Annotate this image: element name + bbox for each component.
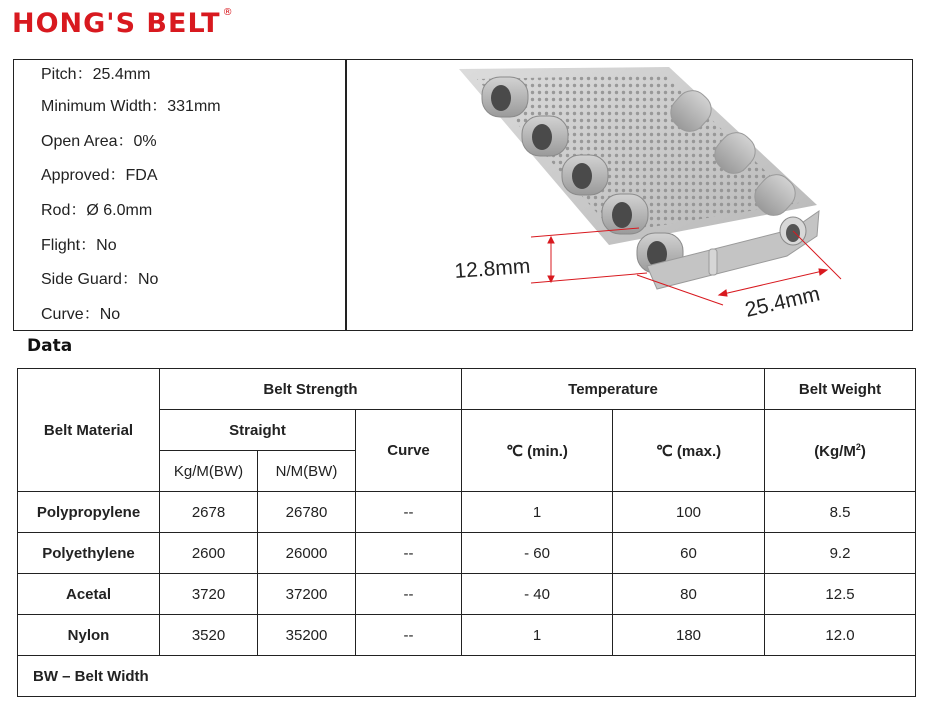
table-row: Nylon 3520 35200 -- 1 180 12.0 (18, 615, 916, 656)
height-dimension-label: 12.8mm (453, 254, 532, 283)
spec-curve: Curve：No (41, 306, 121, 324)
spec-panel (13, 59, 913, 331)
data-heading: Data (27, 336, 73, 356)
header-belt-material: Belt Material (18, 369, 160, 492)
header-weight-unit: $(Kg/M^2)$ (765, 410, 916, 492)
table-row: Polypropylene 2678 26780 -- 1 100 8.5 (18, 492, 916, 533)
table-footnote-row (18, 656, 916, 697)
spec-minimum-width: Minimum Width：331mm (41, 98, 221, 115)
header-temp-min: ℃ (min.) (462, 410, 613, 492)
spec-approved: Approved：FDA (41, 167, 158, 185)
header-belt-strength: Belt Strength (160, 369, 462, 410)
table-row: Acetal 3720 37200 -- - 40 80 12.5 (18, 574, 916, 615)
header-curve: Curve (356, 410, 462, 492)
brand-name: HONG'S BELT (12, 8, 221, 39)
registered-mark: ® (222, 7, 233, 18)
pitch-dimension-label: 25.4mm (742, 282, 823, 322)
table-header-row (18, 369, 916, 410)
brand-logo (12, 6, 233, 42)
footnote: BW – Belt Width (18, 656, 916, 697)
header-temp-max: ℃ (max.) (613, 410, 765, 492)
spec-list (41, 60, 221, 335)
spec-open-area: Open Area：0% (41, 132, 157, 150)
spec-flight: Flight：No (41, 236, 117, 254)
spec-rod: Rod：Ø 6.0mm (41, 202, 153, 220)
header-temperature: Temperature (462, 369, 765, 410)
spec-pitch: Pitch：25.4mm (41, 66, 151, 83)
spec-side-guard: Side Guard：No (41, 271, 159, 289)
belt-module-illustration (347, 61, 912, 329)
table-row: Polyethylene 2600 26000 -- - 60 60 9.2 (18, 533, 916, 574)
header-straight: Straight (160, 410, 356, 451)
header-nm-bw: N/M(BW) (258, 451, 356, 492)
header-belt-weight: Belt Weight (765, 369, 916, 410)
header-kgm-bw: Kg/M(BW) (160, 451, 258, 492)
belt-data-table (17, 368, 916, 697)
